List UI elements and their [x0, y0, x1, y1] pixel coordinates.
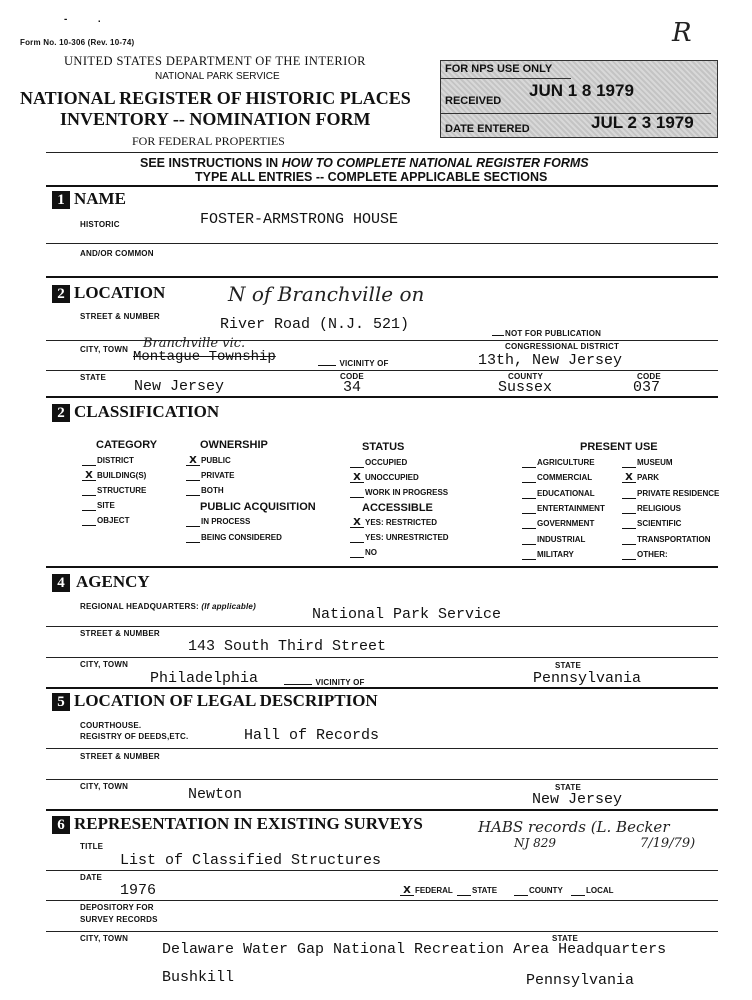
city-label: CITY, TOWN [80, 782, 129, 791]
checkbox-option[interactable] [350, 458, 407, 468]
checkbox-label: PRIVATE RESIDENCE [637, 488, 720, 498]
checkbox-option[interactable] [186, 471, 234, 481]
checkbox-mark[interactable] [522, 489, 536, 499]
vicinity-of [318, 359, 389, 368]
service: NATIONAL PARK SERVICE [155, 71, 280, 82]
accessible-header: ACCESSIBLE [362, 502, 433, 514]
street-value: 143 South Third Street [188, 638, 387, 655]
vicinity-label: VICINITY OF [339, 359, 389, 368]
checkbox-label: SCIENTIFIC [637, 519, 682, 529]
street-label: STREET & NUMBER [80, 752, 160, 761]
city-value: Philadelphia [150, 670, 259, 687]
vicinity-label: VICINITY OF [315, 678, 365, 687]
county-value: Sussex [498, 379, 553, 396]
row-divider [46, 370, 718, 371]
checkbox-mark[interactable] [571, 886, 585, 896]
historic-value: FOSTER-ARMSTRONG HOUSE [200, 211, 399, 228]
checkbox-label: STRUCTURE [97, 486, 147, 495]
checkbox-mark[interactable] [457, 886, 471, 896]
row-divider [46, 870, 718, 871]
checkbox-label: DISTRICT [97, 456, 134, 465]
section-number: 4 [52, 574, 70, 592]
checkbox-mark[interactable] [522, 504, 536, 514]
depository-label-1: DEPOSITORY FOR [80, 903, 154, 912]
handwritten-survey-note: HABS records (L. Becker [478, 818, 670, 836]
checkbox-option[interactable] [186, 456, 231, 466]
section-number: 1 [52, 191, 70, 209]
section-divider [46, 687, 718, 689]
checkbox-label: INDUSTRIAL [537, 534, 586, 544]
section-title-agency: AGENCY [76, 572, 150, 591]
checkbox-mark[interactable]: X [350, 473, 364, 483]
for-federal: FOR FEDERAL PROPERTIES [132, 134, 285, 148]
checkbox-label: UNOCCUPIED [365, 473, 419, 482]
depository-label-2: SURVEY RECORDS [80, 915, 158, 924]
state-label: STATE [555, 661, 582, 670]
state-value: Pennsylvania [526, 972, 635, 989]
checkbox-mark[interactable] [522, 519, 536, 529]
checkbox-label: GOVERNMENT [537, 519, 595, 529]
checkbox-option[interactable] [522, 458, 595, 468]
form-title-1: NATIONAL REGISTER OF HISTORIC PLACES [20, 88, 411, 108]
checkbox-option[interactable] [82, 456, 134, 466]
checkbox-option[interactable] [622, 535, 710, 545]
section-divider [46, 566, 718, 568]
checkbox-label: BOTH [201, 486, 224, 495]
checkbox-mark[interactable] [622, 458, 636, 468]
checkbox-label: TRANSPORTATION [637, 534, 711, 544]
row-divider [46, 243, 718, 244]
section-divider [46, 396, 718, 398]
section-number: 2 [52, 404, 70, 422]
checkbox-label: SITE [97, 501, 115, 510]
state-label: STATE [555, 783, 582, 792]
checkbox-label: RELIGIOUS [637, 503, 682, 513]
title-value: List of Classified Structures [120, 852, 382, 869]
checkbox-option[interactable] [457, 886, 497, 896]
checkbox-option[interactable] [400, 886, 453, 896]
checkbox-option[interactable] [622, 519, 681, 529]
checkbox-mark[interactable] [186, 486, 200, 496]
checkbox-label: YES: UNRESTRICTED [365, 533, 449, 542]
checkbox-option[interactable] [82, 486, 146, 496]
street-label: STREET & NUMBER [80, 629, 160, 638]
county-label: COUNTY [508, 372, 543, 381]
received-label: RECEIVED [445, 95, 502, 107]
category-header: CATEGORY [96, 439, 158, 451]
checkbox-mark[interactable] [622, 535, 636, 545]
section-divider [46, 185, 718, 187]
section-number: 6 [52, 816, 70, 834]
checkbox-mark[interactable]: X [400, 886, 414, 896]
checkbox-label: ENTERTAINMENT [537, 503, 605, 513]
checkbox-option[interactable] [571, 886, 614, 896]
checkbox-label: PUBLIC [201, 456, 231, 465]
regional-hq-value: National Park Service [312, 606, 502, 623]
congressional-label: CONGRESSIONAL DISTRICT [505, 342, 620, 351]
code2-value: 037 [633, 379, 661, 396]
received-stamp: JUN 1 8 1979 [529, 81, 634, 100]
row-divider [46, 657, 718, 658]
instructions-text: SEE INSTRUCTIONS IN [140, 156, 282, 170]
checkbox-option[interactable] [350, 533, 449, 543]
not-for-publication-label: NOT FOR PUBLICATION [505, 329, 602, 338]
section-title-legal: LOCATION OF LEGAL DESCRIPTION [74, 691, 378, 710]
checkbox-option[interactable] [186, 486, 224, 496]
checkbox-mark[interactable] [82, 501, 96, 511]
row-divider [46, 779, 718, 780]
city-handwritten: Branchville vic. [143, 336, 246, 351]
not-for-publication [492, 329, 601, 338]
handwritten-location-note: N of Branchville on [228, 282, 425, 306]
checkbox-label: BUILDING(S) [97, 471, 147, 480]
form-number: Form No. 10-306 (Rev. 10-74) [20, 38, 135, 47]
courthouse-value: Hall of Records [244, 727, 380, 744]
nps-use-only-box [440, 60, 718, 138]
checkbox-label: PRIVATE [201, 471, 235, 480]
checkbox-option[interactable] [522, 519, 594, 529]
checkbox-mark[interactable]: X [622, 473, 636, 483]
checkbox-mark[interactable] [186, 471, 200, 481]
checkbox-label: BEING CONSIDERED [201, 533, 282, 542]
checkbox-option[interactable] [350, 488, 448, 498]
depository-value: Delaware Water Gap National Recreation Area Headquarters [162, 941, 667, 958]
checkbox-label: EDUCATIONAL [537, 488, 595, 498]
checkbox-mark[interactable] [622, 519, 636, 529]
city-label: CITY, TOWN [80, 345, 129, 354]
status-header: STATUS [362, 441, 405, 453]
section-title-location: LOCATION [74, 283, 166, 302]
code2-label: CODE [637, 372, 661, 381]
form-title-2: INVENTORY -- NOMINATION FORM [60, 109, 371, 129]
checkbox-mark[interactable] [522, 535, 536, 545]
checkbox-mark[interactable]: X [350, 518, 364, 528]
checkbox-label: FEDERAL [415, 886, 453, 895]
checkbox-mark[interactable]: X [82, 471, 96, 481]
checkbox-mark[interactable] [82, 486, 96, 496]
street-value: River Road (N.J. 521) [220, 316, 410, 333]
city-label: CITY, TOWN [80, 934, 129, 943]
checkbox-mark[interactable] [186, 533, 200, 543]
row-divider [46, 626, 718, 627]
courthouse-label-1: COURTHOUSE. [80, 721, 142, 730]
regional-hq-label-text: REGIONAL HEADQUARTERS: [80, 602, 199, 611]
checkbox-label: MILITARY [537, 549, 574, 559]
checkbox-option[interactable] [522, 550, 574, 560]
checkbox-label: COUNTY [529, 886, 563, 895]
section-number: 5 [52, 693, 70, 711]
instructions-line-2: TYPE ALL ENTRIES -- COMPLETE APPLICABLE SECTIONS [195, 170, 548, 184]
checkbox-option[interactable] [622, 458, 673, 468]
checkbox-option[interactable] [622, 489, 719, 499]
checkbox-label: OTHER: [637, 549, 668, 559]
instructions-link-text: HOW TO COMPLETE NATIONAL REGISTER FORMS [281, 156, 589, 170]
checkbox-mark[interactable] [522, 550, 536, 560]
header-divider [46, 152, 718, 153]
checkbox-label: YES: RESTRICTED [365, 518, 438, 527]
title-label: TITLE [80, 842, 104, 851]
code-value: 34 [343, 379, 362, 396]
congressional-value: 13th, New Jersey [478, 352, 623, 369]
row-divider [46, 900, 718, 901]
date-entered-label: DATE ENTERED [445, 123, 530, 135]
state-label: STATE [80, 373, 107, 382]
checkbox-label: STATE [472, 886, 498, 895]
checkbox-mark[interactable] [82, 516, 96, 526]
instructions-line-1 [140, 156, 589, 170]
date-label: DATE [80, 873, 102, 882]
regional-hq-note: (If applicable) [201, 602, 256, 611]
checkbox-mark[interactable] [350, 548, 364, 558]
row-divider [46, 748, 718, 749]
historic-label: HISTORIC [80, 220, 120, 229]
checkbox-option[interactable] [350, 518, 437, 528]
checkbox-mark[interactable] [82, 456, 96, 466]
state-value: New Jersey [532, 791, 623, 808]
city-label: CITY, TOWN [80, 660, 129, 669]
vicinity-of [284, 678, 365, 687]
common-label: AND/OR COMMON [80, 249, 154, 258]
checkbox-option[interactable] [186, 533, 282, 543]
checkbox-option[interactable] [82, 516, 129, 526]
checkbox-mark[interactable] [186, 517, 200, 527]
checkbox-label: MUSEUM [637, 458, 673, 467]
checkbox-option[interactable] [514, 886, 563, 896]
street-label: STREET & NUMBER [80, 312, 160, 321]
checkbox-mark[interactable] [622, 504, 636, 514]
checkbox-label: OBJECT [97, 516, 130, 525]
checkbox-option[interactable] [622, 550, 668, 560]
code-label: CODE [340, 372, 364, 381]
checkbox-option[interactable] [186, 517, 250, 527]
city-value: Newton [188, 786, 243, 803]
checkbox-option[interactable] [82, 501, 115, 511]
ownership-header: OWNERSHIP [200, 439, 268, 451]
checkbox-mark[interactable] [522, 473, 536, 483]
checkbox-mark[interactable]: X [186, 456, 200, 466]
acquisition-header: PUBLIC ACQUISITION [200, 501, 316, 513]
checkbox-option[interactable] [522, 535, 585, 545]
section-divider [46, 809, 718, 811]
row-divider [46, 931, 718, 932]
checkbox-label: AGRICULTURE [537, 458, 595, 467]
checkbox-option[interactable] [622, 473, 659, 483]
checkbox-option[interactable] [622, 504, 681, 514]
checkbox-label: LOCAL [586, 886, 614, 895]
checkbox-option[interactable] [522, 473, 592, 483]
section-divider [46, 276, 718, 278]
department: UNITED STATES DEPARTMENT OF THE INTERIOR [64, 54, 366, 68]
checkbox-mark[interactable] [522, 458, 536, 468]
checkbox-label: OCCUPIED [365, 458, 408, 467]
checkbox-mark[interactable] [350, 458, 364, 468]
checkbox-option[interactable] [522, 489, 595, 499]
state-value: New Jersey [134, 378, 225, 395]
regional-hq-label [80, 602, 256, 611]
checkbox-option[interactable] [350, 548, 377, 558]
present-use-header: PRESENT USE [580, 441, 658, 453]
checkbox-option[interactable] [350, 473, 419, 483]
checkbox-mark[interactable] [622, 550, 636, 560]
checkbox-label: WORK IN PROGRESS [365, 488, 449, 497]
state-label: STATE [552, 934, 579, 943]
date-entered-stamp: JUL 2 3 1979 [591, 113, 694, 132]
date-value: 1976 [120, 882, 157, 899]
handwritten-survey-date: 7/19/79) [640, 836, 696, 851]
nps-header: FOR NPS USE ONLY [445, 63, 553, 75]
city-struck-value: Montague Township [133, 349, 276, 365]
section-title-surveys: REPRESENTATION IN EXISTING SURVEYS [74, 814, 423, 833]
checkbox-option[interactable] [522, 504, 605, 514]
checkbox-mark[interactable] [350, 488, 364, 498]
checkbox-label: IN PROCESS [201, 517, 251, 526]
handwritten-survey-number: NJ 829 [514, 836, 557, 850]
handwritten-mark: R [672, 18, 692, 48]
checkbox-mark[interactable] [622, 489, 636, 499]
checkbox-mark[interactable] [514, 886, 528, 896]
checkbox-label: COMMERCIAL [537, 473, 593, 483]
section-title-name: NAME [74, 189, 126, 208]
courthouse-label-2: REGISTRY OF DEEDS,ETC. [80, 732, 189, 741]
checkbox-mark[interactable] [350, 533, 364, 543]
checkbox-label: PARK [637, 473, 660, 483]
checkbox-option[interactable] [82, 471, 146, 481]
city-value: Bushkill [162, 969, 235, 986]
section-number: 2 [52, 285, 70, 303]
top-dash: - . [64, 14, 101, 25]
section-title-classification: CLASSIFICATION [74, 402, 220, 421]
state-value: Pennsylvania [533, 670, 642, 687]
checkbox-label: NO [365, 548, 377, 557]
